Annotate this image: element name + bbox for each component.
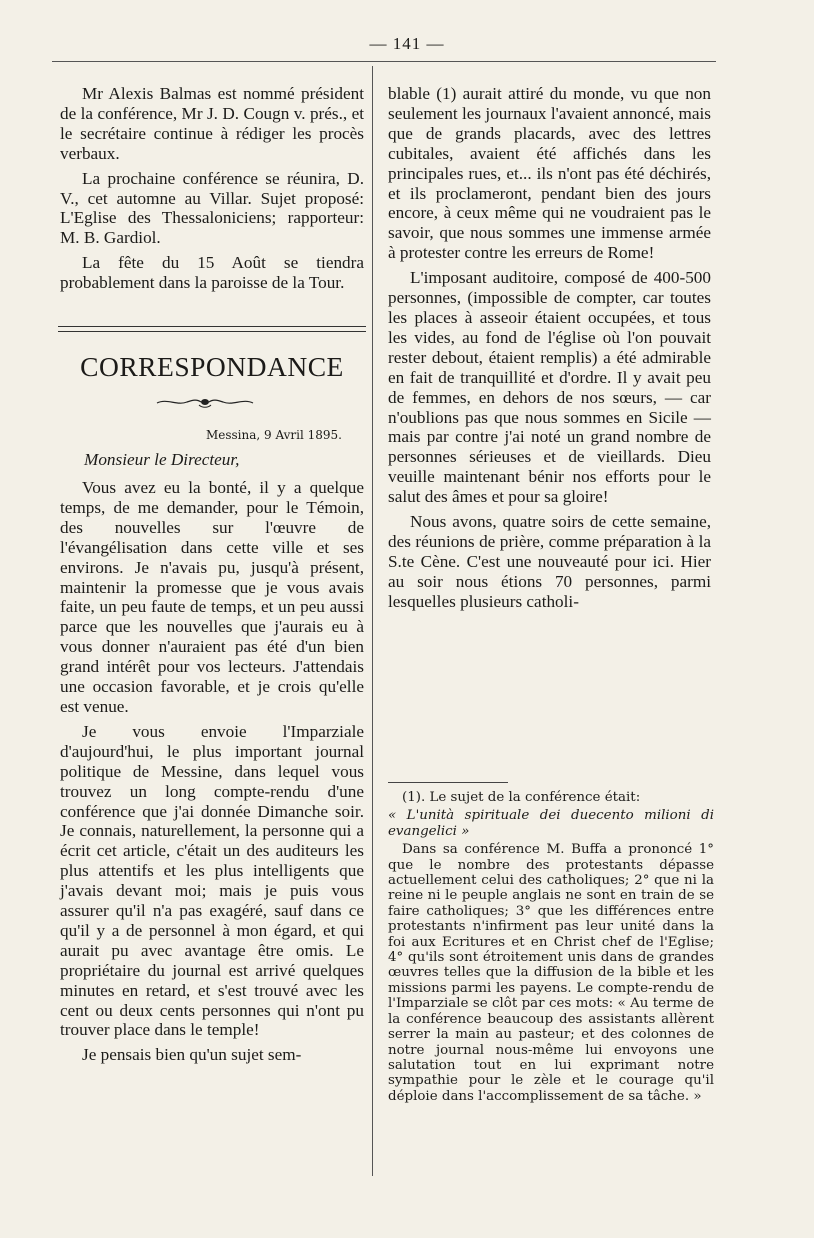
letter-paragraph: blable (1) aurait attiré du monde, vu que non seulement les journaux l'avaient annoncé, mais que de grands placards, avec des lettres cubitales, avaient été affichés dans les principales rues, et... ils n'ont pas été déchirés, et ils proclameront, pendant bien des jours encore, à ceux même qui ne voudraient pas le savoir, que nous sommes une immense armée à protester contre les erreurs de Rome!: [388, 84, 711, 263]
page-number: — 141 —: [369, 34, 445, 53]
column-divider: [372, 66, 373, 1176]
header-rule: [52, 61, 716, 62]
paragraph-conference-president: Mr Alexis Balmas est nommé président de la conférence, Mr J. D. Cougn v. prés., et le secrétaire continue à rédiger les procès verbaux.: [60, 84, 364, 163]
ornament-flourish: [155, 394, 255, 410]
footnote-intro: (1). Le sujet de la conférence était:: [402, 790, 641, 805]
letter-paragraph: Je pensais bien qu'un sujet sem-: [82, 1045, 302, 1065]
footnote-body: Dans sa conférence M. Buffa a prononcé 1° que le nombre des protestants dépasse actuellement celui des catholiques; 2° que ni la reine ni le peuple anglais ne sont en train de se faire catholiques; 3° que les différences entre protestants n'infirment pas leur unité dans la foi aux Ecritures et en Christ chef de l'Eglise; 4° qu'ils sont étroitement unis dans de grandes œuvres telles que la diffusion de la bible et les missions parmi les payens. Le compte-rendu de l'Imparziale se clôt par ces mots: « Au terme de la conférence beaucoup des assistants allèrent serrer la main au pasteur; et des colonnes de notre journal nous-même lui envoyons une salutation tout en lui exprimant notre sympathie pour le zèle et le courage qu'il déploie dans l'accomplissement de sa tâche. »: [388, 842, 714, 1104]
section-rule: [58, 326, 366, 327]
footnote-rule: [388, 782, 508, 783]
right-column: [388, 84, 711, 617]
left-column-letter: [60, 478, 364, 1070]
paragraph-august-feast: La fête du 15 Août se tiendra probablement dans la paroisse de la Tour.: [60, 253, 364, 293]
left-column-top: [60, 84, 364, 298]
section-title: CORRESPONDANCE: [80, 351, 344, 382]
letter-paragraph: Vous avez eu la bonté, il y a quelque temps, de me demander, pour le Témoin, des nouvelles sur l'œuvre de l'évangélisation dans cette ville et ses environs. Je n'avais pu, jusqu'à présent, maintenir la promesse que je vous avais faite, un peu faute de temps, et un peu aussi parce que les nouvelles que j'aurais eu à vous donner n'auraient pas été d'un bien grand intérêt pour vos lecteurs. J'attendais une occasion favorable, et je crois qu'elle est venue.: [60, 478, 364, 716]
letter-paragraph: Je vous envoie l'Imparziale d'aujourd'hui, le plus important journal politique de Messine, dans lequel vous trouvez un long compte-rendu d'une conférence que j'ai donnée Dimanche soir. Je connais, naturellement, la personne qui a écrit cet article, c'était un des auditeurs les plus attentifs et les plus intelligents que j'avais devant moi; mais je puis vous assurer qu'il n'a pas exagéré, sauf dans ce qu'il y a de personnel à mon égard, et qui aurait pu avec avantage être omis. Le propriétaire du journal est arrivé quelques minutes en retard, et s'est trouvé avec les cent ou deux cents personnes qui n'ont pu trouver place dans le temple!: [60, 721, 364, 1040]
letter-dateline: Messina, 9 Avril 1895.: [205, 428, 342, 442]
section-rule: [58, 331, 366, 332]
letter-paragraph: L'imposant auditoire, composé de 400-500 personnes, (impossible de compter, car toutes les places à asseoir étaient occupées, et tous les vides, au fond de l'église où l'on pouvait rester debout, étaient remplis) a été admirable en fait de tranquillité et d'ordre. Il y avait peu de femmes, en dehors de nos sœurs, — car n'oublions pas que nous sommes en Sicile — mais par contre j'ai noté un grand nombre de personnes sérieuses et de vieillards. Dieu veuille maintenant bénir nos efforts pour le salut des âmes et pour sa gloire!: [388, 268, 711, 507]
footnote: [388, 790, 714, 1107]
footnote-quote: « L'unità spirituale dei duecento milioni di evangelici »: [388, 808, 714, 839]
letter-paragraph: Nous avons, quatre soirs de cette semaine, des réunions de prière, comme préparation à la S.te Cène. C'est une nouveauté pour ici. Hier au soir nous étions 70 personnes, parmi lesquelles plusieurs catholi-: [388, 512, 711, 611]
paragraph-next-conference: La prochaine conférence se réunira, D. V., cet automne au Villar. Sujet proposé: L'Eglise des Thessaloniciens; rapporteur: M. B. Gardiol.: [60, 168, 364, 248]
letter-salutation: Monsieur le Directeur,: [84, 450, 240, 469]
